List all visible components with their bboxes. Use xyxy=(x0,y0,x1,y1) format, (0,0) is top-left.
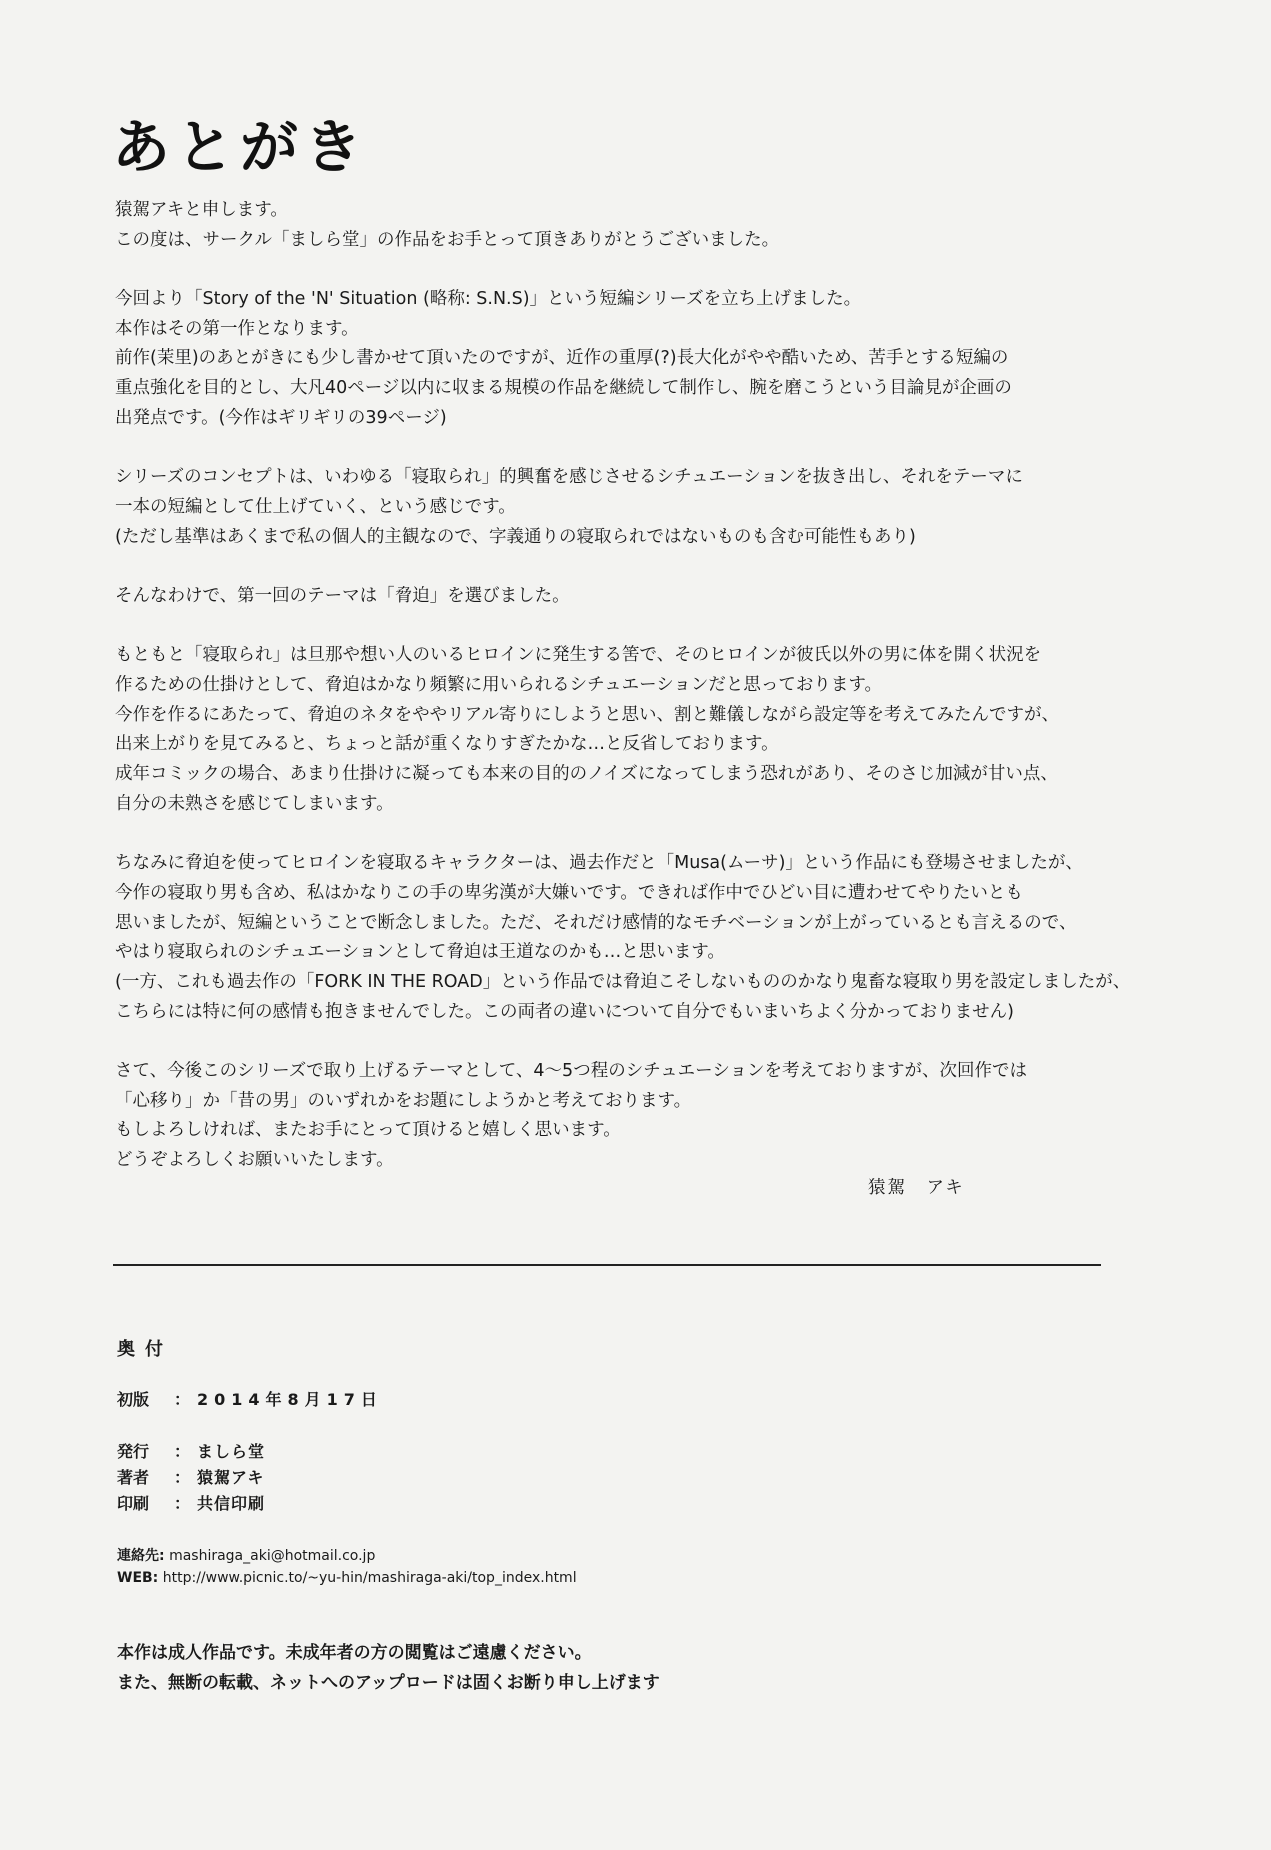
body-line: この度は、サークル「ましら堂」の作品をお手とって頂きありがとうございました。 xyxy=(115,229,780,250)
body-line: 自分の未熟さを感じてしまいます。 xyxy=(115,793,394,814)
body-line: (ただし基準はあくまで私の個人的主観なので、字義通りの寝取られではないものも含む可能性もあり) xyxy=(115,526,916,547)
body-line: そんなわけで、第一回のテーマは「脅迫」を選びました。 xyxy=(115,585,570,606)
body-line: シリーズのコンセプトは、いわゆる「寝取られ」的興奮を感じさせるシチュエーションを抜き出し、それをテーマに xyxy=(115,467,1023,488)
signature: 猿駕 アキ xyxy=(868,1178,965,1198)
web-url[interactable]: http://www.picnic.to/~yu-hin/mashiraga-aki/top_index.html xyxy=(162,1570,577,1586)
paragraph-gap xyxy=(115,434,1115,464)
publisher-label: 発行 xyxy=(117,1442,150,1461)
first-edition-label: 初版 xyxy=(117,1390,150,1409)
copyright-notice: また、無断の転載、ネットへのアップロードは固くお断り申し上げます xyxy=(117,1673,660,1693)
afterword-title: あとがき xyxy=(112,113,369,181)
author-value: 猿駕アキ xyxy=(197,1468,265,1487)
paragraph-gap xyxy=(115,1027,1115,1057)
body-line: やはり寝取られのシチュエーションとして脅迫は王道なのかも…と思います。 xyxy=(115,942,725,963)
web-label: WEB: xyxy=(117,1570,159,1586)
body-line: 本作はその第一作となります。 xyxy=(115,318,359,339)
body-line: 作るための仕掛けとして、脅迫はかなり頻繁に用いられるシチュエーションだと思っております。 xyxy=(115,675,883,695)
body-line: 今作の寝取り男も含め、私はかなりこの手の卑劣漢が大嫌いです。できれば作中でひどい目に遭わせてやりたいとも xyxy=(115,882,1023,903)
colophon-title: 奥付 xyxy=(117,1339,173,1360)
paragraph-gap xyxy=(115,552,1115,582)
printer-label: 印刷 xyxy=(117,1494,150,1513)
adult-notice: 本作は成人作品です。未成年者の方の閲覧はご遠慮ください。 xyxy=(117,1643,592,1663)
separator: ： xyxy=(173,1468,190,1487)
colophon-printer xyxy=(117,1491,265,1514)
first-edition-date: 2014年8月17日 xyxy=(197,1390,383,1409)
body-line: 思いましたが、短編ということで断念しました。ただ、それだけ感情的なモチベーションが上がっているとも言えるので、 xyxy=(115,912,1077,933)
body-line: 猿駕アキと申します。 xyxy=(115,200,288,220)
afterword-body xyxy=(115,196,1131,1176)
body-line: 「心移り」か「昔の男」のいずれかをお題にしようかと考えております。 xyxy=(115,1090,692,1111)
web-row xyxy=(117,1570,577,1586)
divider xyxy=(113,1264,1101,1266)
body-line: どうぞよろしくお願いいたします。 xyxy=(115,1150,394,1170)
contact-email[interactable]: mashiraga_aki@hotmail.co.jp xyxy=(169,1548,376,1564)
publisher-value: ましら堂 xyxy=(197,1442,266,1461)
contact-row xyxy=(117,1545,375,1565)
body-line: さて、今後このシリーズで取り上げるテーマとして、4～5つ程のシチュエーションを考えておりますが、次回作では xyxy=(115,1060,1027,1081)
body-line: もともと「寝取られ」は旦那や想い人のいるヒロインに発生する筈で、そのヒロインが彼氏以外の男に体を開く状況を xyxy=(115,645,1042,666)
colophon-author xyxy=(117,1465,264,1488)
separator: ： xyxy=(173,1390,190,1409)
body-line: 一本の短編として仕上げていく、という感じです。 xyxy=(115,496,516,517)
paragraph-gap xyxy=(115,819,1115,849)
separator: ： xyxy=(173,1494,190,1513)
printer-value: 共信印刷 xyxy=(197,1494,266,1513)
body-line: 前作(茉里)のあとがきにも少し書かせて頂いたのですが、近作の重厚(?)長大化がやや酷いため、苦手とする短編の xyxy=(115,348,1009,369)
colophon-publisher xyxy=(117,1439,265,1462)
body-line: 今回より「Story of the 'N' Situation (略称: S.N.S)」という短編シリーズを立ち上げました。 xyxy=(115,289,862,310)
body-line: もしよろしければ、またお手にとって頂けると嬉しく思います。 xyxy=(115,1120,621,1141)
body-line: 出来上がりを見てみると、ちょっと話が重くなりすぎたかな…と反省しております。 xyxy=(115,734,779,755)
body-line: ちなみに脅迫を使ってヒロインを寝取るキャラクターは、過去作だと「Musa(ムーサ)」という作品にも登場させましたが、 xyxy=(115,853,1083,874)
contact-label: 連絡先: xyxy=(117,1548,165,1564)
separator: ： xyxy=(173,1442,190,1461)
paragraph-gap xyxy=(115,255,1115,285)
author-label: 著者 xyxy=(117,1468,150,1487)
body-line: (一方、これも過去作の「FORK IN THE ROAD」という作品では脅迫こそしないもののかなり鬼畜な寝取り男を設定しましたが、 xyxy=(115,971,1131,992)
colophon-first-edition xyxy=(117,1387,383,1410)
paragraph-gap xyxy=(115,612,1115,642)
body-line: 出発点です。(今作はギリギリの39ページ) xyxy=(115,407,447,428)
body-line: 今作を作るにあたって、脅迫のネタをややリアル寄りにしようと思い、割と難儀しながら設定等を考えてみたんですが、 xyxy=(115,704,1059,725)
body-line: こちらには特に何の感情も抱きませんでした。この両者の違いについて自分でもいまいちよく分かっておりません) xyxy=(115,1001,1014,1022)
body-line: 成年コミックの場合、あまり仕掛けに凝っても本来の目的のノイズになってしまう恐れがあり、そのさじ加減が甘い点、 xyxy=(115,764,1058,785)
body-line: 重点強化を目的とし、大凡40ページ以内に収まる規模の作品を継続して制作し、腕を磨こうという目論見が企画の xyxy=(115,378,1012,399)
